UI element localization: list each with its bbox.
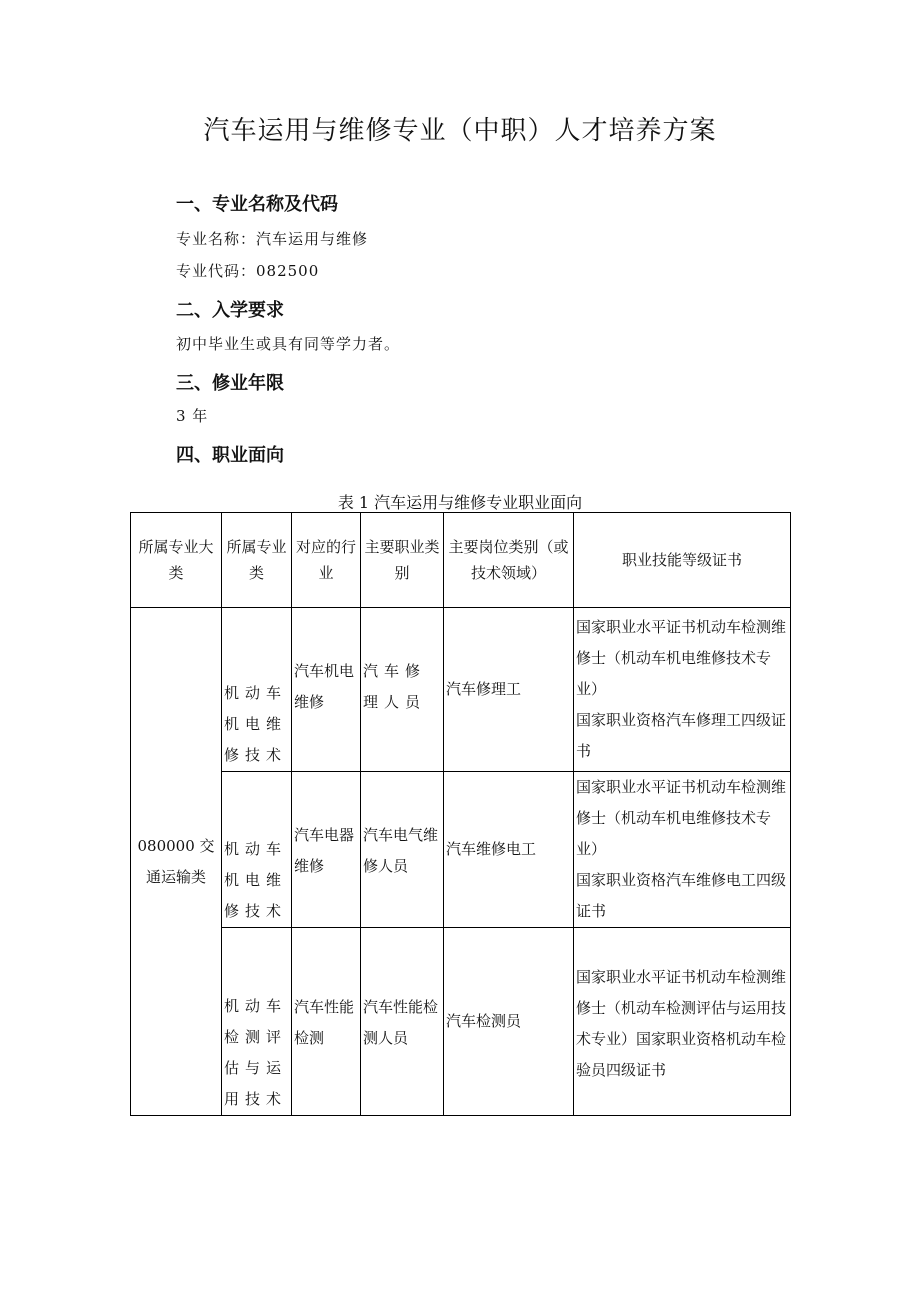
header-category: 所属专业大类 (131, 513, 222, 608)
major-cell: 机动车机电维修技术 (222, 772, 292, 928)
certificate-line: 国家职业水平证书机动车检测维修士（机动车机电维修技术专业） (576, 618, 787, 698)
table-row (131, 772, 791, 928)
major-cell: 机动车机电维修技术 (222, 608, 292, 772)
header-certificate: 职业技能等级证书 (574, 513, 791, 608)
certificate-cell (574, 772, 791, 928)
duration-line: 3 年 (176, 407, 209, 425)
header-industry: 对应的行业 (292, 513, 361, 608)
major-name-line: 专业名称：汽车运用与维修 (176, 230, 369, 248)
certificate-cell (574, 608, 791, 772)
header-post: 主要岗位类别（或技术领域） (444, 513, 574, 608)
industry-cell: 汽车性能检测 (292, 928, 361, 1116)
admission-line: 初中毕业生或具有同等学力者。 (176, 335, 401, 353)
header-occupation: 主要职业类别 (361, 513, 444, 608)
certificate-line: 国家职业资格汽车维修电工四级证书 (576, 871, 787, 920)
industry-cell: 汽车机电维修 (292, 608, 361, 772)
document-title: 汽车运用与维修专业（中职）人才培养方案 (203, 116, 717, 146)
table-header-row (131, 513, 791, 608)
table-row (131, 928, 791, 1116)
post-cell: 汽车维修电工 (444, 772, 574, 928)
post-cell: 汽车检测员 (444, 928, 574, 1116)
certificate-line: 国家职业资格汽车修理工四级证书 (576, 711, 787, 760)
occupation-cell: 汽车电气维修人员 (361, 772, 444, 928)
section-heading-admission: 二、入学要求 (176, 300, 284, 321)
certificate-line: 国家职业水平证书机动车检测维修士（机动车机电维修技术专业） (576, 778, 787, 858)
occupation-cell: 汽车修理人员 (361, 608, 444, 772)
certificate-cell (574, 928, 791, 1116)
major-cell: 机动车检测评估与运用技术 (222, 928, 292, 1116)
category-cell: 080000 交通运输类 (131, 608, 222, 1116)
table-caption: 表 1 汽车运用与维修专业职业面向 (337, 493, 583, 512)
industry-cell: 汽车电器维修 (292, 772, 361, 928)
section-heading-name-code: 一、专业名称及代码 (176, 194, 338, 215)
occupation-cell: 汽车性能检测人员 (361, 928, 444, 1116)
section-heading-duration: 三、修业年限 (176, 373, 284, 394)
post-cell: 汽车修理工 (444, 608, 574, 772)
certificate-line: 国家职业水平证书机动车检测维修士（机动车检测评估与运用技术专业）国家职业资格机动车检验员四级证书 (576, 968, 787, 1079)
section-heading-career: 四、职业面向 (176, 445, 284, 466)
major-code-line: 专业代码：082500 (176, 262, 320, 280)
career-table (130, 512, 791, 1116)
table-row (131, 608, 791, 772)
header-major: 所属专业类 (222, 513, 292, 608)
